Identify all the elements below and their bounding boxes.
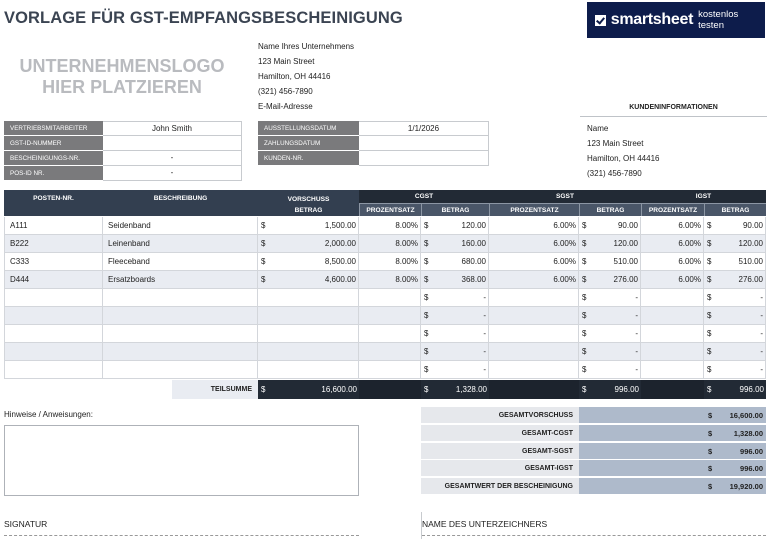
subtotal-sgst-value: 996.00: [614, 385, 639, 394]
item-no-cell[interactable]: C333: [4, 253, 103, 271]
company-phone[interactable]: (321) 456-7890: [258, 87, 313, 96]
summary-value: 996.00: [740, 447, 763, 456]
col-header-sgst-amount: BETRAG: [579, 203, 641, 216]
igst-amount-value: -: [760, 347, 763, 356]
table-row: [4, 361, 766, 379]
col-header-cgst-amount: BETRAG: [421, 203, 489, 216]
info-row: [4, 121, 242, 136]
sgst-rate-cell[interactable]: 6.00%: [489, 235, 579, 253]
item-no-cell[interactable]: [4, 361, 103, 379]
igst-amount-cell[interactable]: [704, 235, 766, 253]
igst-amount-value: -: [760, 329, 763, 338]
currency-symbol: $: [582, 221, 587, 230]
currency-symbol: $: [707, 293, 712, 302]
currency-symbol: $: [707, 221, 712, 230]
currency-symbol: $: [707, 275, 712, 284]
cgst-rate-cell[interactable]: 8.00%: [359, 253, 421, 271]
gst-id-field[interactable]: [103, 136, 242, 151]
signature-line[interactable]: [4, 535, 359, 536]
cgst-amount-value: -: [483, 329, 486, 338]
igst-amount-cell[interactable]: [704, 253, 766, 271]
currency-symbol: $: [424, 329, 429, 338]
currency-symbol: $: [582, 257, 587, 266]
currency-symbol: $: [261, 239, 266, 248]
advance-cell[interactable]: [258, 307, 359, 325]
currency-symbol: $: [708, 464, 713, 473]
igst-amount-value: -: [760, 311, 763, 320]
item-no-cell[interactable]: A111: [4, 217, 103, 235]
col-header-advance-line1: VORSCHUSS: [287, 196, 330, 203]
igst-rate-cell[interactable]: 6.00%: [641, 271, 704, 289]
currency-symbol: $: [707, 385, 712, 394]
advance-value: 4,600.00: [324, 275, 356, 284]
cgst-amount-cell[interactable]: [421, 289, 489, 307]
summary-value: 19,920.00: [729, 482, 763, 491]
company-street[interactable]: 123 Main Street: [258, 57, 315, 66]
currency-symbol: $: [707, 257, 712, 266]
igst-amount-cell[interactable]: [704, 289, 766, 307]
col-header-igst-rate: PROZENTSATZ: [641, 203, 704, 216]
info-row: [4, 136, 242, 151]
summary-value: 996.00: [740, 464, 763, 473]
sgst-amount-value: -: [635, 347, 638, 356]
advance-cell[interactable]: [258, 253, 359, 271]
table-row: [4, 325, 766, 343]
description-cell[interactable]: Leinenband: [103, 235, 258, 253]
sgst-amount-cell[interactable]: [579, 361, 641, 379]
cgst-amount-cell[interactable]: [421, 217, 489, 235]
table-row: [4, 253, 766, 271]
igst-amount-value: -: [760, 365, 763, 374]
item-no-cell[interactable]: B222: [4, 235, 103, 253]
advance-cell[interactable]: [258, 235, 359, 253]
advance-value: 8,500.00: [324, 257, 356, 266]
col-header-advance: [258, 190, 359, 216]
advance-cell[interactable]: [258, 361, 359, 379]
cgst-amount-cell[interactable]: [421, 307, 489, 325]
subtotal-label: TEILSUMME: [172, 380, 258, 399]
total-cgst-value: [579, 425, 766, 442]
certificate-no-field[interactable]: -: [103, 151, 242, 166]
company-name[interactable]: Name Ihres Unternehmens: [258, 42, 355, 51]
sgst-amount-cell[interactable]: [579, 325, 641, 343]
cgst-rate-cell[interactable]: [359, 343, 421, 361]
summary-label: GESAMT-SGST: [421, 443, 579, 460]
info-label: KUNDEN-NR.: [258, 151, 359, 166]
igst-amount-cell[interactable]: [704, 343, 766, 361]
sgst-amount-cell[interactable]: [579, 289, 641, 307]
currency-symbol: $: [261, 221, 266, 230]
payment-date-field[interactable]: [359, 136, 489, 151]
igst-rate-cell[interactable]: [641, 325, 704, 343]
info-label: GST-ID-NUMMER: [4, 136, 103, 151]
subtotal-spacer: [359, 380, 421, 399]
cgst-rate-cell[interactable]: [359, 325, 421, 343]
item-no-cell[interactable]: [4, 289, 103, 307]
sgst-rate-cell[interactable]: [489, 343, 579, 361]
description-cell[interactable]: [103, 307, 258, 325]
company-email[interactable]: E-Mail-Adresse: [258, 102, 313, 111]
col-header-igst: IGST: [641, 190, 766, 203]
currency-symbol: $: [582, 347, 587, 356]
cgst-amount-cell[interactable]: [421, 325, 489, 343]
cgst-amount-value: 160.00: [461, 239, 486, 248]
col-header-description: BESCHREIBUNG: [103, 190, 258, 216]
currency-symbol: $: [424, 275, 429, 284]
sgst-rate-cell[interactable]: [489, 325, 579, 343]
col-header-cgst: CGST: [359, 190, 489, 203]
igst-amount-value: -: [760, 293, 763, 302]
info-row: [4, 151, 242, 166]
item-no-cell[interactable]: [4, 325, 103, 343]
currency-symbol: $: [582, 365, 587, 374]
table-row: [4, 343, 766, 361]
customer-city[interactable]: Hamilton, OH 44416: [587, 154, 660, 163]
sgst-amount-value: 510.00: [613, 257, 638, 266]
subtotal-cgst: [421, 380, 489, 399]
currency-symbol: $: [582, 311, 587, 320]
sgst-amount-value: -: [635, 311, 638, 320]
igst-rate-cell[interactable]: 6.00%: [641, 235, 704, 253]
igst-amount-cell[interactable]: [704, 361, 766, 379]
col-header-sgst: SGST: [489, 190, 641, 203]
sgst-amount-value: -: [635, 365, 638, 374]
cgst-rate-cell[interactable]: [359, 361, 421, 379]
cgst-amount-value: -: [483, 347, 486, 356]
currency-symbol: $: [424, 293, 429, 302]
currency-symbol: $: [708, 411, 713, 420]
igst-amount-value: 90.00: [742, 221, 763, 230]
total-igst-value: [579, 460, 766, 477]
igst-amount-cell[interactable]: [704, 217, 766, 235]
customer-phone[interactable]: (321) 456-7890: [587, 169, 642, 178]
sgst-amount-cell[interactable]: [579, 271, 641, 289]
currency-symbol: $: [708, 447, 713, 456]
sgst-amount-cell[interactable]: [579, 253, 641, 271]
col-header-igst-amount: BETRAG: [704, 203, 766, 216]
logo-line-1: UNTERNEHMENSLOGO: [19, 56, 225, 76]
advance-cell[interactable]: [258, 289, 359, 307]
cgst-amount-value: 368.00: [461, 275, 486, 284]
info-row: [4, 166, 242, 181]
sgst-amount-value: 276.00: [613, 275, 638, 284]
currency-symbol: $: [708, 482, 713, 491]
item-no-cell[interactable]: [4, 343, 103, 361]
currency-symbol: $: [582, 275, 587, 284]
currency-symbol: $: [424, 239, 429, 248]
info-label: BESCHEINIGUNGS-NR.: [4, 151, 103, 166]
info-label: AUSSTELLUNGSDATUM: [258, 121, 359, 136]
igst-rate-cell[interactable]: 6.00%: [641, 217, 704, 235]
smartsheet-logo-icon: [595, 15, 606, 26]
total-certificate-value: [579, 478, 766, 495]
sgst-amount-cell[interactable]: [579, 217, 641, 235]
currency-symbol: $: [424, 347, 429, 356]
currency-symbol: $: [707, 347, 712, 356]
brand-name: smartsheet: [610, 11, 694, 28]
igst-rate-cell[interactable]: 6.00%: [641, 253, 704, 271]
sgst-rate-cell[interactable]: 6.00%: [489, 217, 579, 235]
item-no-cell[interactable]: [4, 307, 103, 325]
igst-rate-cell[interactable]: [641, 307, 704, 325]
description-cell[interactable]: Fleeceband: [103, 253, 258, 271]
currency-symbol: $: [707, 239, 712, 248]
igst-rate-cell[interactable]: [641, 289, 704, 307]
currency-symbol: $: [424, 257, 429, 266]
cgst-amount-value: -: [483, 293, 486, 302]
igst-amount-value: 276.00: [738, 275, 763, 284]
subtotal-cgst-value: 1,328.00: [455, 385, 487, 394]
signer-name-line[interactable]: [422, 535, 766, 536]
sgst-amount-cell[interactable]: [579, 235, 641, 253]
advance-cell[interactable]: [258, 343, 359, 361]
table-row: [4, 217, 766, 235]
igst-amount-cell[interactable]: [704, 271, 766, 289]
table-row: [4, 271, 766, 289]
description-cell[interactable]: [103, 289, 258, 307]
subtotal-spacer: [489, 380, 579, 399]
customer-name[interactable]: Name: [587, 124, 609, 133]
subtotal-advance-value: 16,600.00: [321, 385, 357, 394]
smartsheet-trial-button[interactable]: [587, 2, 765, 38]
advance-cell[interactable]: [258, 271, 359, 289]
date-info-block: [258, 121, 489, 166]
logo-placeholder[interactable]: [4, 56, 240, 98]
currency-symbol: $: [708, 429, 713, 438]
notes-label: Hinweise / Anweisungen:: [4, 410, 93, 419]
signer-name-label: NAME DES UNTERZEICHNERS: [422, 519, 548, 529]
issue-date-field[interactable]: 1/1/2026: [359, 121, 489, 136]
igst-amount-cell[interactable]: [704, 307, 766, 325]
customer-no-field[interactable]: [359, 151, 489, 166]
total-advance-value: [579, 407, 766, 424]
item-no-cell[interactable]: D444: [4, 271, 103, 289]
summary-label: GESAMT-CGST: [421, 425, 579, 442]
cgst-rate-cell[interactable]: 8.00%: [359, 235, 421, 253]
sgst-amount-value: 90.00: [617, 221, 638, 230]
sgst-amount-value: -: [635, 329, 638, 338]
col-header-advance-line2: BETRAG: [294, 207, 323, 214]
currency-symbol: $: [261, 257, 266, 266]
sgst-amount-value: 120.00: [613, 239, 638, 248]
subtotal-sgst: [579, 380, 641, 399]
description-cell[interactable]: [103, 325, 258, 343]
info-label: POS-ID NR.: [4, 166, 103, 181]
igst-rate-cell[interactable]: [641, 361, 704, 379]
advance-value: 2,000.00: [324, 239, 356, 248]
summary-label: GESAMTWERT DER BESCHEINIGUNG: [421, 478, 579, 495]
igst-amount-value: 120.00: [738, 239, 763, 248]
currency-symbol: $: [582, 329, 587, 338]
sales-info-block: [4, 121, 242, 181]
description-cell[interactable]: Ersatzboards: [103, 271, 258, 289]
col-header-sgst-rate: PROZENTSATZ: [489, 203, 579, 216]
brand-cta: kostenlos testen: [698, 9, 739, 31]
currency-symbol: $: [261, 275, 266, 284]
summary-label: GESAMTVORSCHUSS: [421, 407, 579, 424]
table-row: [4, 307, 766, 325]
col-header-cgst-rate: PROZENTSATZ: [359, 203, 421, 216]
currency-symbol: $: [424, 365, 429, 374]
currency-symbol: $: [582, 293, 587, 302]
info-label: VERTRIEBSMITARBEITER: [4, 121, 103, 136]
currency-symbol: $: [707, 329, 712, 338]
info-label: ZAHLUNGSDATUM: [258, 136, 359, 151]
cgst-amount-cell[interactable]: [421, 235, 489, 253]
info-row: [258, 151, 489, 166]
currency-symbol: $: [582, 385, 587, 394]
total-sgst-value: [579, 443, 766, 460]
cgst-amount-cell[interactable]: [421, 343, 489, 361]
subtotal-spacer: [641, 380, 704, 399]
advance-cell[interactable]: [258, 217, 359, 235]
sgst-rate-cell[interactable]: [489, 289, 579, 307]
igst-amount-value: 510.00: [738, 257, 763, 266]
description-cell[interactable]: Seidenband: [103, 217, 258, 235]
cgst-amount-cell[interactable]: [421, 271, 489, 289]
currency-symbol: $: [707, 365, 712, 374]
currency-symbol: $: [261, 385, 266, 394]
sgst-rate-cell[interactable]: [489, 361, 579, 379]
summary-value: 16,600.00: [729, 411, 763, 420]
table-row: [4, 235, 766, 253]
info-row: [258, 136, 489, 151]
customer-street[interactable]: 123 Main Street: [587, 139, 644, 148]
cgst-amount-value: 680.00: [461, 257, 486, 266]
cgst-amount-value: -: [483, 365, 486, 374]
cgst-amount-cell[interactable]: [421, 253, 489, 271]
cgst-amount-value: -: [483, 311, 486, 320]
summary-value: 1,328.00: [733, 429, 763, 438]
notes-input[interactable]: [4, 425, 359, 496]
sales-rep-field[interactable]: John Smith: [103, 121, 242, 136]
advance-value: 1,500.00: [324, 221, 356, 230]
signature-label: SIGNATUR: [4, 519, 48, 529]
igst-amount-cell[interactable]: [704, 325, 766, 343]
cgst-amount-value: 120.00: [461, 221, 486, 230]
pos-id-field[interactable]: -: [103, 166, 242, 181]
currency-symbol: $: [582, 239, 587, 248]
cgst-rate-cell[interactable]: 8.00%: [359, 217, 421, 235]
igst-rate-cell[interactable]: [641, 343, 704, 361]
currency-symbol: $: [424, 311, 429, 320]
currency-symbol: $: [424, 385, 429, 394]
cgst-rate-cell[interactable]: 8.00%: [359, 271, 421, 289]
subtotal-advance: [258, 380, 359, 399]
description-cell[interactable]: [103, 343, 258, 361]
logo-line-2: HIER PLATZIEREN: [42, 77, 202, 97]
col-header-item: POSTEN-NR.: [4, 190, 103, 216]
sgst-amount-value: -: [635, 293, 638, 302]
cgst-rate-cell[interactable]: [359, 289, 421, 307]
subtotal-igst-value: 996.00: [739, 385, 764, 394]
table-row: [4, 289, 766, 307]
currency-symbol: $: [424, 221, 429, 230]
cgst-rate-cell[interactable]: [359, 307, 421, 325]
company-city[interactable]: Hamilton, OH 44416: [258, 72, 331, 81]
info-row: [258, 121, 489, 136]
customer-info-heading: KUNDENINFORMATIONEN: [580, 99, 767, 117]
advance-cell[interactable]: [258, 325, 359, 343]
description-cell[interactable]: [103, 361, 258, 379]
cgst-amount-cell[interactable]: [421, 361, 489, 379]
sgst-rate-cell[interactable]: 6.00%: [489, 253, 579, 271]
sgst-amount-cell[interactable]: [579, 307, 641, 325]
sgst-amount-cell[interactable]: [579, 343, 641, 361]
summary-label: GESAMT-IGST: [421, 460, 579, 477]
currency-symbol: $: [707, 311, 712, 320]
page-title: VORLAGE FÜR GST-EMPFANGSBESCHEINIGUNG: [4, 9, 403, 27]
subtotal-igst: [704, 380, 766, 399]
sgst-rate-cell[interactable]: [489, 307, 579, 325]
sgst-rate-cell[interactable]: 6.00%: [489, 271, 579, 289]
